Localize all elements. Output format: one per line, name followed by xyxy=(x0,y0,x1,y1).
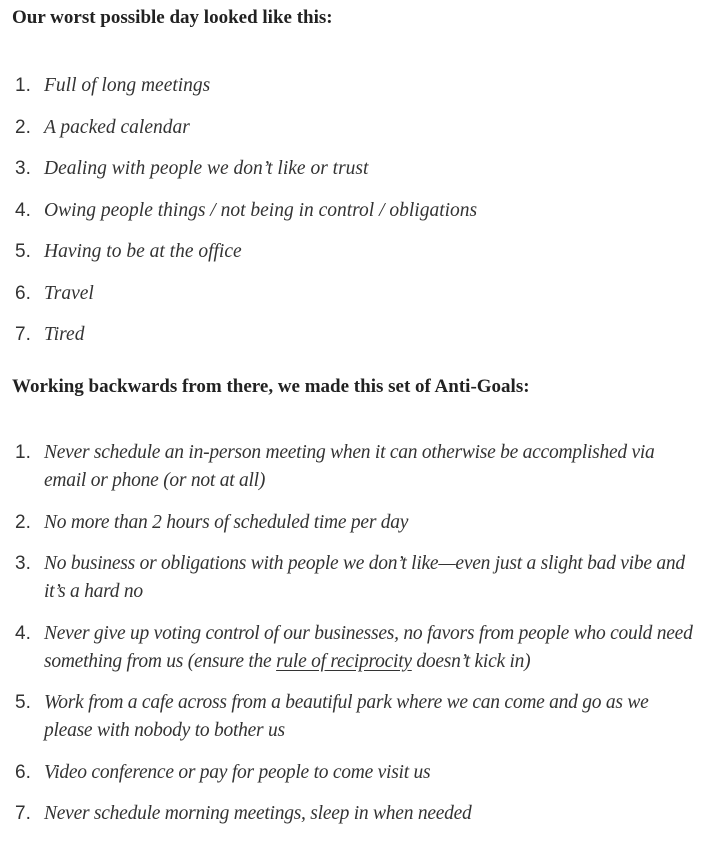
list-number: 6. xyxy=(15,761,31,783)
list-item xyxy=(12,509,700,537)
list-item xyxy=(12,155,700,183)
list-number: 6. xyxy=(15,282,31,304)
list-item xyxy=(12,238,700,266)
list-number: 3. xyxy=(15,158,31,179)
list-text: A packed calendar xyxy=(44,116,190,138)
list-text: No business or obligations with people we don’t like—even just a slight bad vibe and it’s a hard no xyxy=(44,553,685,602)
list-text: Work from a cafe across from a beautiful park where we can come and go as we please with nobody to bother us xyxy=(44,692,649,741)
list-number: 4. xyxy=(15,199,31,221)
list-item xyxy=(12,197,700,225)
list-number: 2. xyxy=(15,116,31,138)
list-item xyxy=(12,550,700,606)
list-text: No more than 2 hours of scheduled time per day xyxy=(44,511,409,533)
list-number: 7. xyxy=(15,803,31,824)
list-number: 1. xyxy=(15,75,31,96)
list-text: Owing people things / not being in control / obligations xyxy=(44,199,478,221)
list-text: Dealing with people we don’t like or trust xyxy=(44,158,369,179)
list-text: Full of long meetings xyxy=(44,75,211,96)
list-item xyxy=(12,321,700,349)
list-item xyxy=(12,114,700,142)
list-number: 1. xyxy=(15,442,31,463)
list-item xyxy=(12,439,700,495)
worst-day-list xyxy=(12,72,700,349)
list-text: Video conference or pay for people to come visit us xyxy=(44,761,431,783)
list-text: Never schedule an in-person meeting when it can otherwise be accomplished via email or phone (or not at all) xyxy=(44,442,655,491)
list-item xyxy=(12,759,700,787)
list-item xyxy=(12,620,700,676)
list-item xyxy=(12,280,700,308)
list-text-after-link: doesn’t kick in) xyxy=(411,650,531,672)
list-text: Having to be at the office xyxy=(44,241,242,262)
list-text: Tired xyxy=(44,324,85,345)
rule-of-reciprocity-link[interactable]: rule of reciprocity xyxy=(276,650,412,672)
list-text xyxy=(44,620,700,676)
list-item xyxy=(12,689,700,745)
list-text: Never schedule morning meetings, sleep in when needed xyxy=(44,803,472,824)
list-number: 7. xyxy=(15,324,31,345)
list-number: 3. xyxy=(15,553,31,574)
list-item xyxy=(12,800,700,828)
anti-goals-heading: Working backwards from there, we made this set of Anti-Goals: xyxy=(12,376,530,397)
list-text-before-link: Never give up voting control of our businesses, no favors from people who could need something from us (ensure the xyxy=(44,622,693,672)
list-number: 5. xyxy=(15,241,31,262)
list-number: 4. xyxy=(15,622,31,644)
list-number: 2. xyxy=(15,511,31,533)
anti-goals-list xyxy=(12,439,700,828)
list-text: Travel xyxy=(44,282,94,304)
list-number: 5. xyxy=(15,692,31,713)
list-item xyxy=(12,72,700,100)
worst-day-heading: Our worst possible day looked like this: xyxy=(12,7,333,28)
